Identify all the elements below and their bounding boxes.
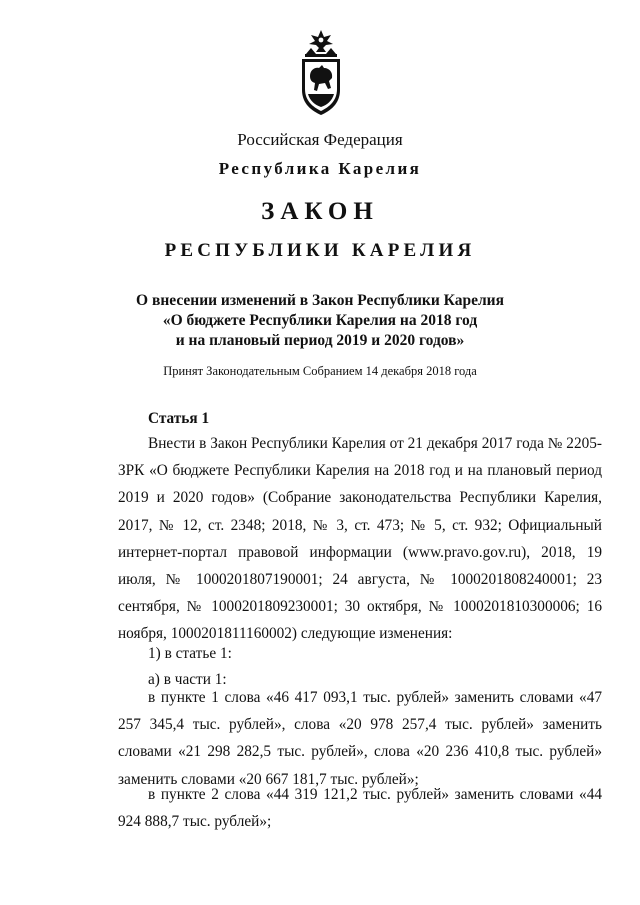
republic-name: Республика Карелия — [218, 159, 422, 178]
law-title-line-2: «О бюджете Республики Карелия на 2018 год — [162, 312, 478, 329]
document-type: ЗАКОН — [261, 198, 379, 225]
list-item-1: 1) в статье 1: — [148, 645, 232, 662]
article-heading: Статья 1 — [148, 410, 210, 427]
list-item-1a: а) в части 1: — [148, 671, 227, 688]
law-title-line-1: О внесении изменений в Закон Республики Карелия — [136, 292, 504, 309]
article-intro-paragraph: Внести в Закон Республики Карелия от 21 декабря 2017 года № 2205-ЗРК «О бюджете Республики Карелия на 2018 год и на плановый период 2019 и 2020 годов» (Собрание законодательства Республики Карелия, 2017, № 12, ст. 2348; 2018, № 3, ст. 473; № 5, ст. 932; Официальный интернет-портал правовой информации (www.pravo.gov.ru), 2018, 19 июля, № 1000201807190001; 24 августа, № 1000201808240001; 23 сентября, № 1000201809230001; 30 октября, № 1000201810300006; 16 ноября, 1000201811160002) следующие изменения: — [118, 435, 602, 643]
law-title-line-3: и на плановый период 2019 и 2020 годов» — [175, 332, 465, 349]
document-type-subtitle: РЕСПУБЛИКИ КАРЕЛИЯ — [164, 240, 476, 261]
coat-of-arms-of-karelia-icon — [298, 28, 344, 116]
adoption-note: Принят Законодательным Собранием 14 декабря 2018 года — [163, 364, 477, 378]
point-1-paragraph: в пункте 1 слова «46 417 093,1 тыс. рублей» заменить словами «47 257 345,4 тыс. рублей», слова «20 978 257,4 тыс. рублей» заменить словами «21 298 282,5 тыс. рублей», слова «20 236 410,8 тыс. рублей» заменить словами «20 667 181,7 тыс. рублей»; — [118, 689, 602, 788]
point-2-paragraph: в пункте 2 слова «44 319 121,2 тыс. рублей» заменить словами «44 924 888,7 тыс. рублей»; — [118, 786, 602, 831]
country-name: Российская Федерация — [237, 130, 403, 149]
